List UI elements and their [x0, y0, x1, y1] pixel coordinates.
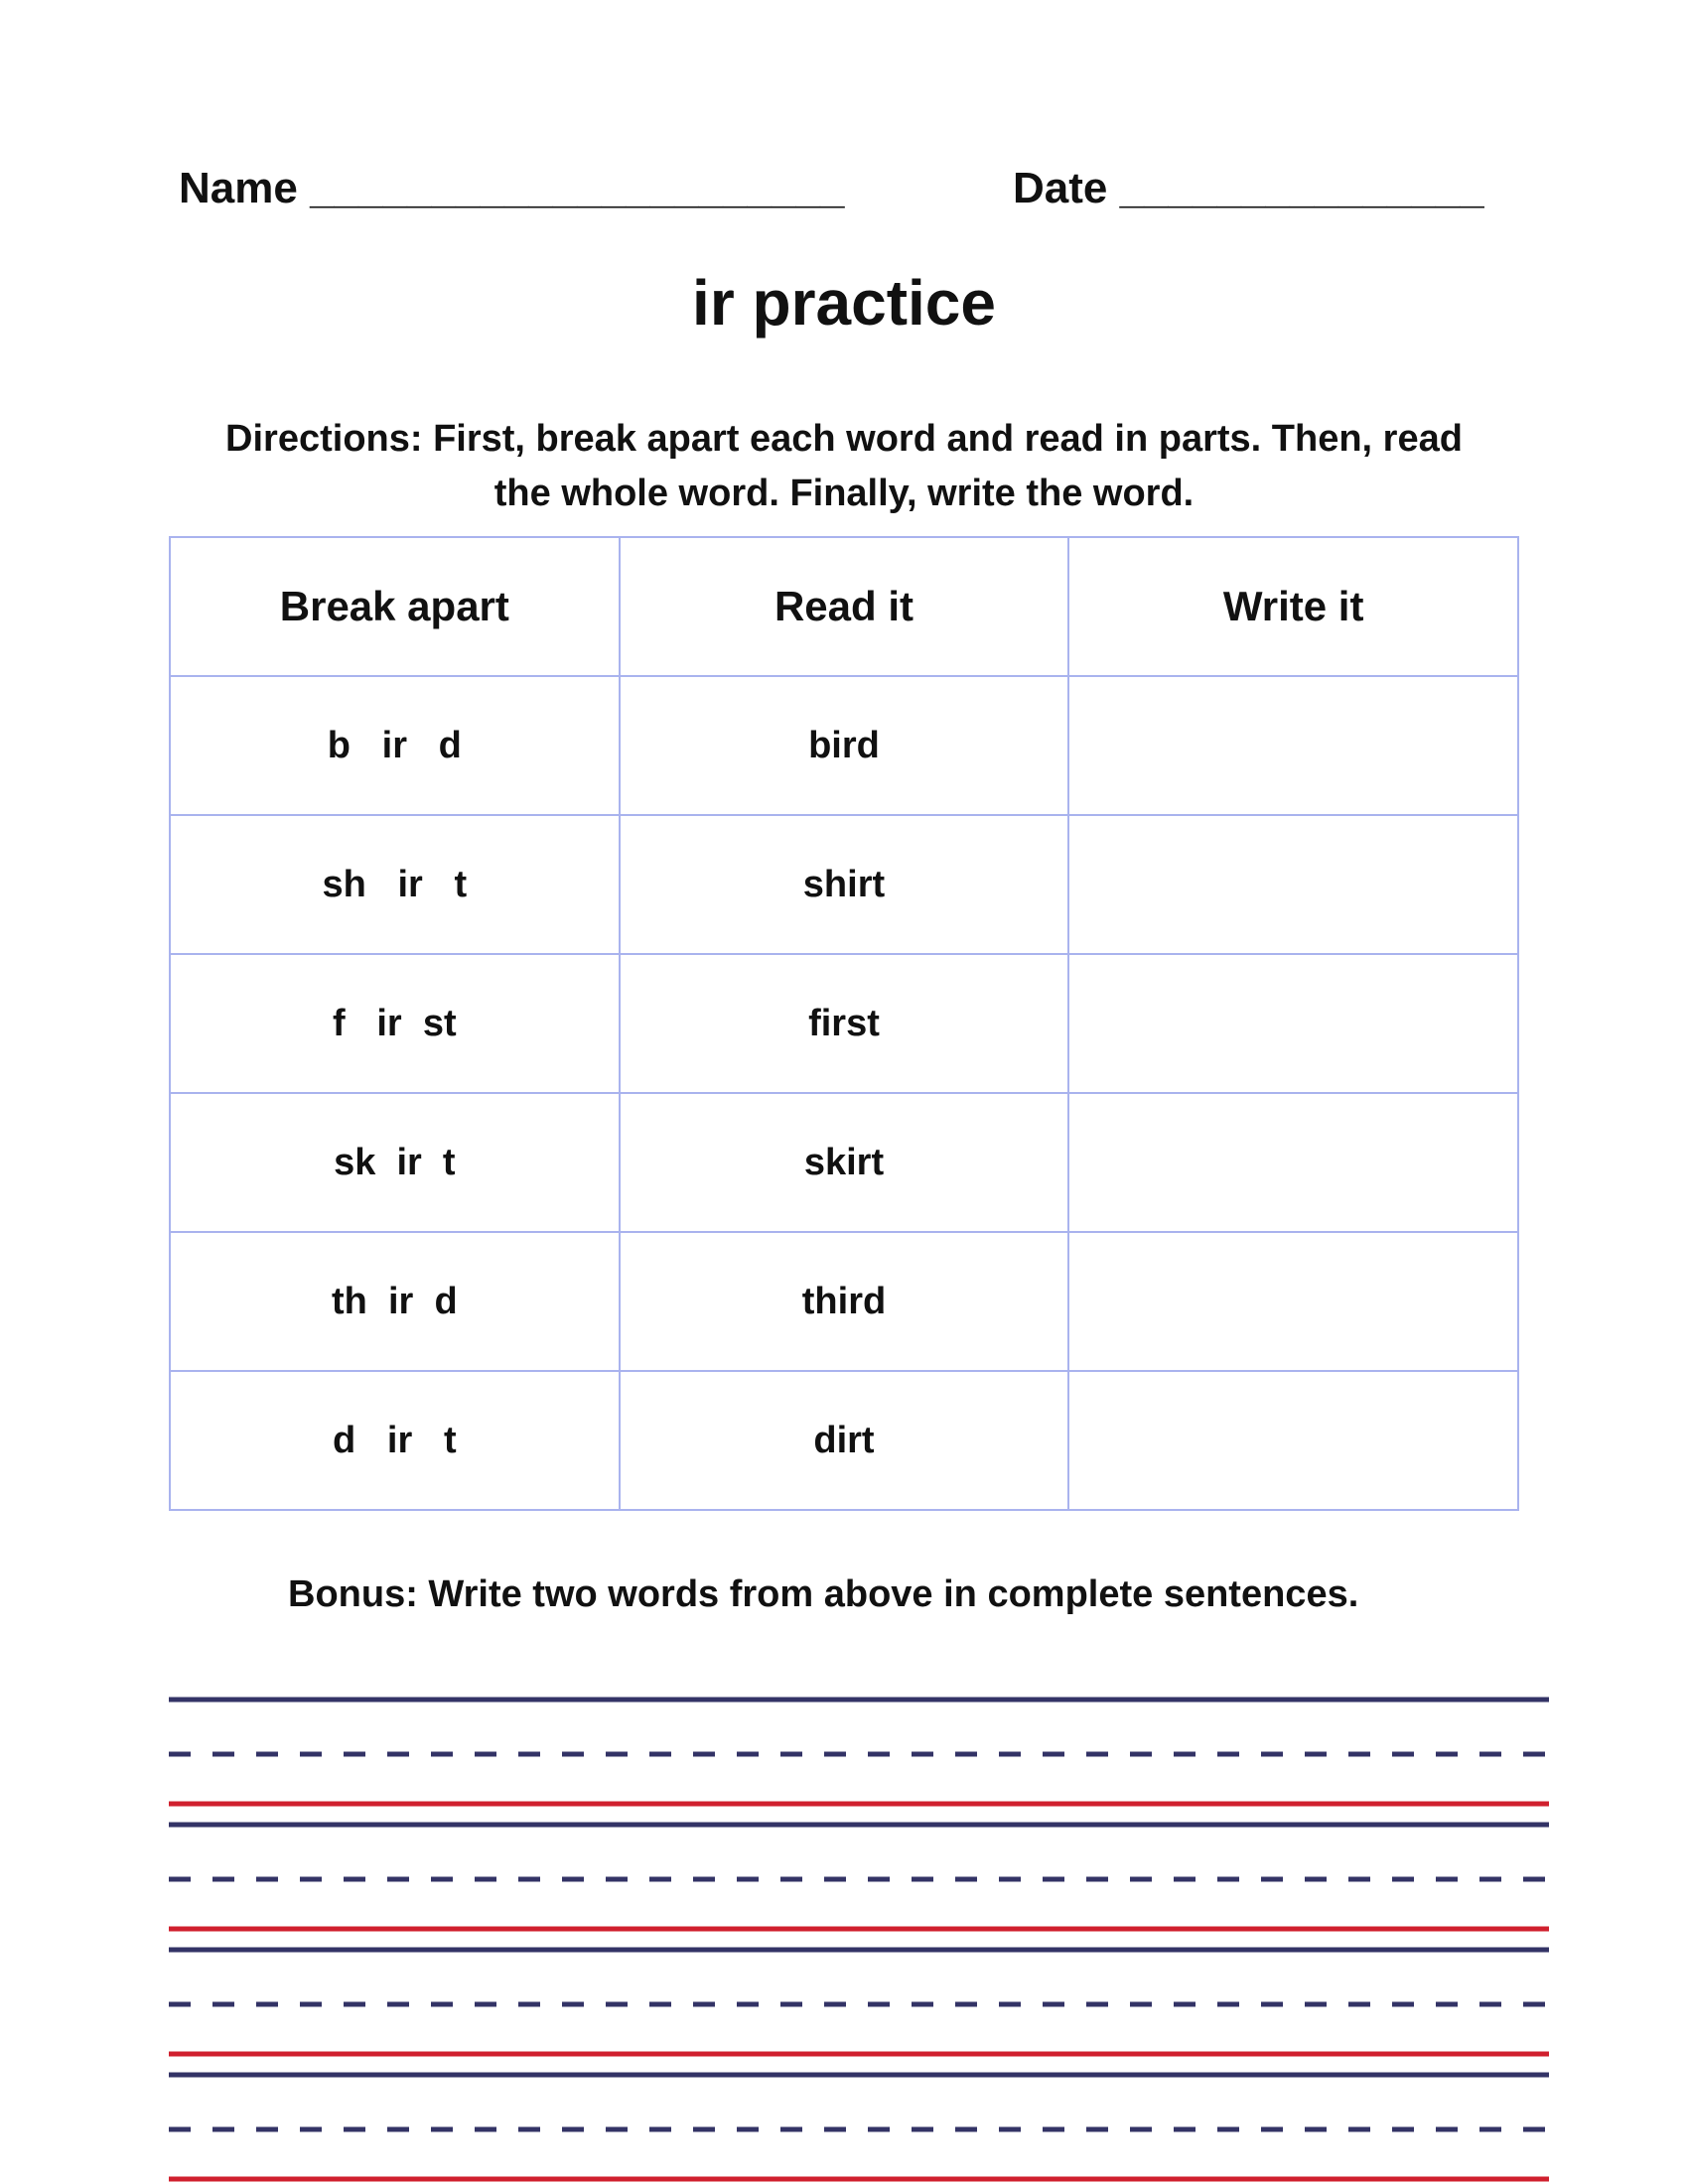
read-it-cell: third [620, 1232, 1069, 1371]
break-apart-cell: d ir t [170, 1371, 620, 1510]
read-it-cell: skirt [620, 1093, 1069, 1232]
bonus-prompt: Bonus: Write two words from above in complete sentences. [288, 1573, 1359, 1615]
write-it-cell[interactable] [1068, 676, 1518, 815]
read-it-cell: bird [620, 676, 1069, 815]
break-apart-cell: sh ir t [170, 815, 620, 954]
read-it-cell: dirt [620, 1371, 1069, 1510]
read-it-cell: first [620, 954, 1069, 1093]
break-apart-cell: th ir d [170, 1232, 620, 1371]
table-row [170, 1371, 1518, 1510]
write-it-cell[interactable] [1068, 1232, 1518, 1371]
table-row [170, 676, 1518, 815]
header-read-it: Read it [620, 537, 1069, 676]
break-apart-cell: sk ir t [170, 1093, 620, 1232]
break-apart-cell: f ir st [170, 954, 620, 1093]
practice-table [169, 536, 1519, 1511]
write-it-cell[interactable] [1068, 1093, 1518, 1232]
write-it-cell[interactable] [1068, 954, 1518, 1093]
read-it-cell: shirt [620, 815, 1069, 954]
table-header-row [170, 537, 1518, 676]
name-field-label: Name ______________________ [179, 164, 845, 212]
table-row [170, 815, 1518, 954]
handwriting-lines[interactable] [169, 1688, 1549, 2184]
table-row [170, 954, 1518, 1093]
table-row [170, 1232, 1518, 1371]
write-it-cell[interactable] [1068, 1371, 1518, 1510]
break-apart-cell: b ir d [170, 676, 620, 815]
directions-text: Directions: First, break apart each word and read in parts. Then, read the whole word. Finally, write the word. [225, 418, 1463, 514]
table-row [170, 1093, 1518, 1232]
date-field-label: Date _______________ [1013, 164, 1484, 212]
write-it-cell[interactable] [1068, 815, 1518, 954]
header-write-it: Write it [1068, 537, 1518, 676]
header-break-apart: Break apart [170, 537, 620, 676]
page-title: ir practice [692, 267, 996, 339]
